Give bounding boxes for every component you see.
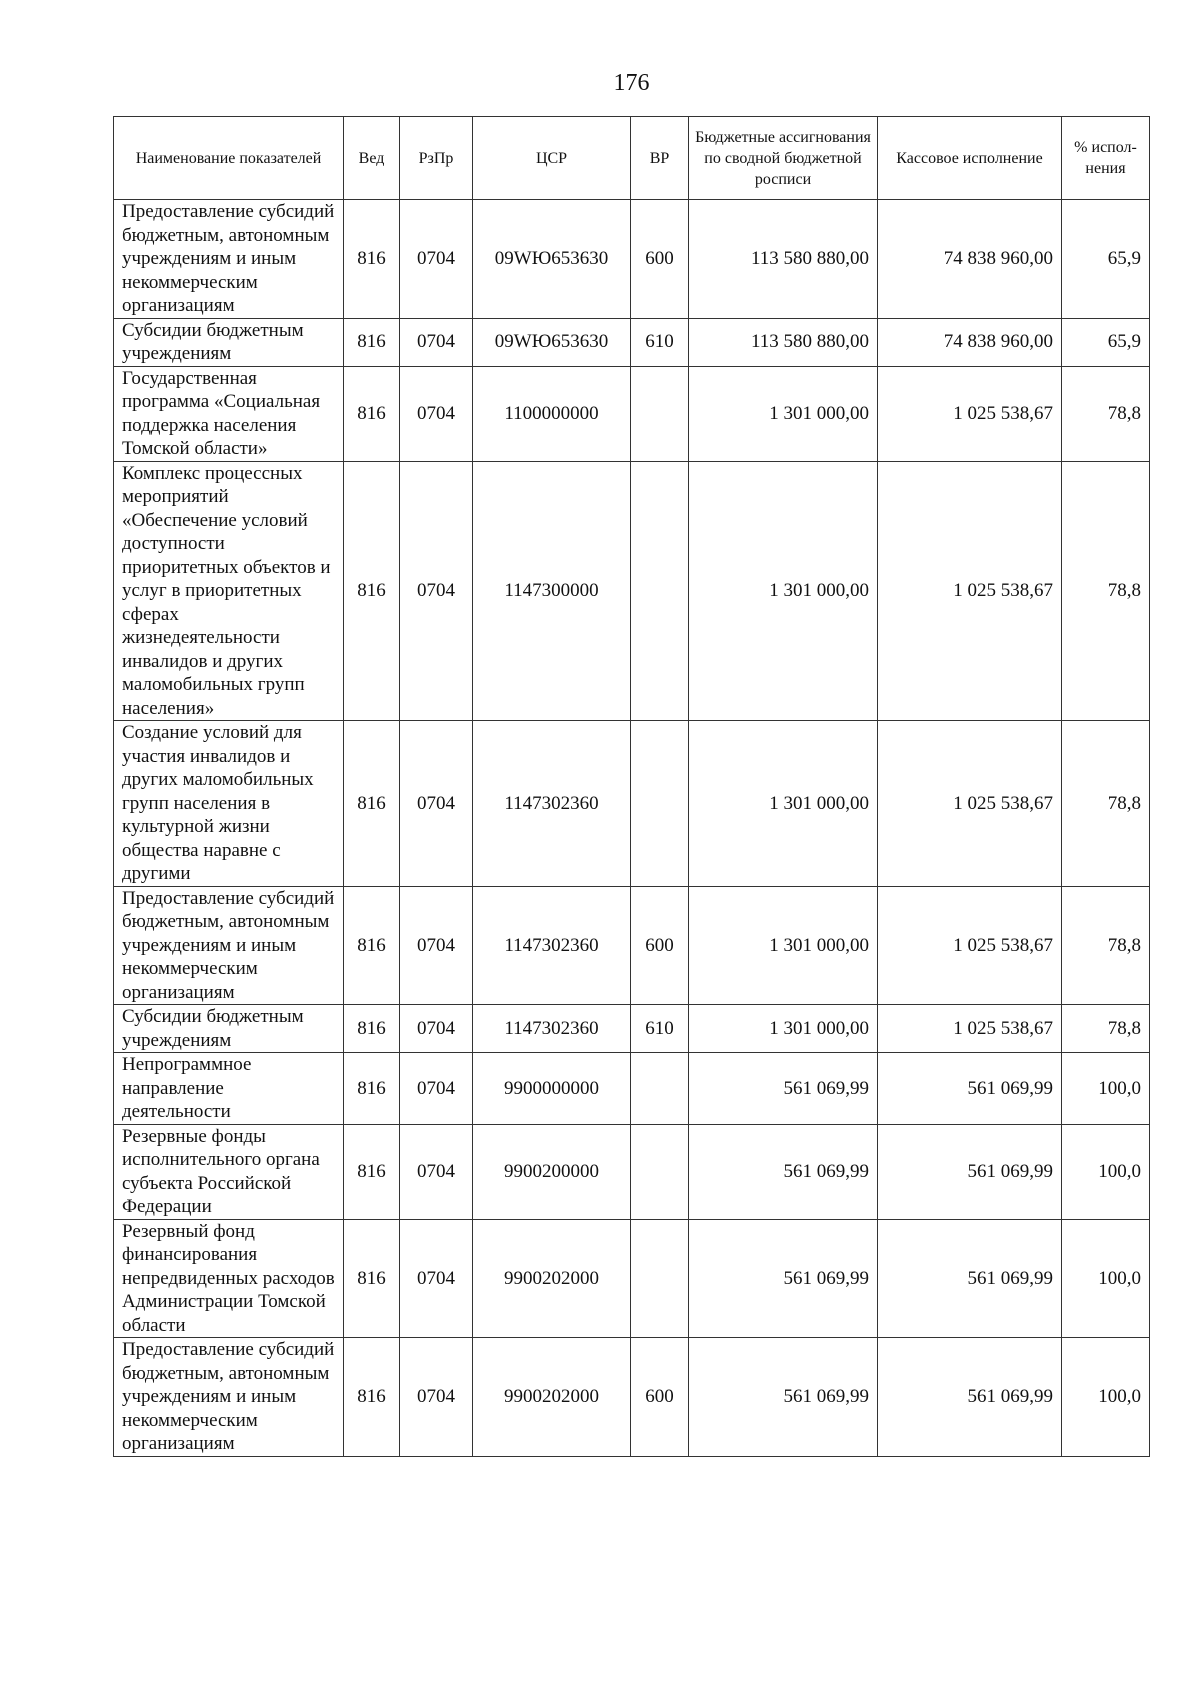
table-row: [114, 1005, 1150, 1053]
table-row: [114, 366, 1150, 461]
row-assigned: 113 580 880,00: [689, 318, 878, 366]
row-csr: 1147302360: [473, 886, 631, 1005]
row-csr: 1100000000: [473, 366, 631, 461]
row-rzpr: 0704: [400, 1005, 473, 1053]
row-cash: 1 025 538,67: [878, 1005, 1062, 1053]
row-name: Субсидии бюджетным учреждениям: [114, 318, 344, 366]
row-pct: 78,8: [1062, 886, 1150, 1005]
header-cash: Кассовое исполнение: [878, 117, 1062, 200]
row-pct: 100,0: [1062, 1053, 1150, 1125]
page-number: 176: [613, 70, 650, 96]
header-ved: Вед: [344, 117, 400, 200]
row-csr: 09WЮ653630: [473, 318, 631, 366]
row-csr: 1147302360: [473, 721, 631, 887]
row-name: Государственная программа «Социальная поддержка населения Томской области»: [114, 366, 344, 461]
table-row: [114, 1219, 1150, 1338]
table-row: [114, 1124, 1150, 1219]
row-rzpr: 0704: [400, 721, 473, 887]
row-cash: 1 025 538,67: [878, 721, 1062, 887]
row-pct: 78,8: [1062, 366, 1150, 461]
row-vr: [631, 1124, 689, 1219]
row-assigned: 1 301 000,00: [689, 366, 878, 461]
row-vr: [631, 1219, 689, 1338]
row-csr: 1147300000: [473, 461, 631, 721]
row-ved: 816: [344, 1053, 400, 1125]
row-assigned: 1 301 000,00: [689, 1005, 878, 1053]
row-csr: 9900202000: [473, 1219, 631, 1338]
row-csr: 9900000000: [473, 1053, 631, 1125]
table-header-row: [114, 117, 1150, 200]
row-cash: 561 069,99: [878, 1219, 1062, 1338]
row-assigned: 1 301 000,00: [689, 721, 878, 887]
row-assigned: 1 301 000,00: [689, 886, 878, 1005]
table-row: [114, 721, 1150, 887]
row-assigned: 561 069,99: [689, 1219, 878, 1338]
row-ved: 816: [344, 318, 400, 366]
row-rzpr: 0704: [400, 1124, 473, 1219]
row-vr: 600: [631, 1338, 689, 1457]
budget-table: [113, 116, 1150, 1457]
row-cash: 1 025 538,67: [878, 886, 1062, 1005]
row-ved: 816: [344, 366, 400, 461]
row-pct: 78,8: [1062, 721, 1150, 887]
row-pct: 100,0: [1062, 1219, 1150, 1338]
table-row: [114, 1338, 1150, 1457]
row-rzpr: 0704: [400, 366, 473, 461]
row-cash: 561 069,99: [878, 1338, 1062, 1457]
row-vr: 610: [631, 1005, 689, 1053]
row-cash: 74 838 960,00: [878, 200, 1062, 319]
table-row: [114, 886, 1150, 1005]
row-assigned: 113 580 880,00: [689, 200, 878, 319]
row-assigned: 1 301 000,00: [689, 461, 878, 721]
row-rzpr: 0704: [400, 1219, 473, 1338]
row-name: Резервные фонды исполнительного органа субъекта Российской Федерации: [114, 1124, 344, 1219]
row-vr: 600: [631, 886, 689, 1005]
row-assigned: 561 069,99: [689, 1053, 878, 1125]
row-ved: 816: [344, 721, 400, 887]
header-assigned: Бюджетные ассигнования по сводной бюджетной росписи: [689, 117, 878, 200]
row-vr: [631, 461, 689, 721]
row-cash: 1 025 538,67: [878, 461, 1062, 721]
row-ved: 816: [344, 1338, 400, 1457]
row-assigned: 561 069,99: [689, 1124, 878, 1219]
row-csr: 09WЮ653630: [473, 200, 631, 319]
row-ved: 816: [344, 200, 400, 319]
header-csr: ЦСР: [473, 117, 631, 200]
row-cash: 561 069,99: [878, 1124, 1062, 1219]
row-pct: 78,8: [1062, 1005, 1150, 1053]
row-rzpr: 0704: [400, 318, 473, 366]
header-vr: ВР: [631, 117, 689, 200]
row-csr: 9900202000: [473, 1338, 631, 1457]
row-name: Резервный фонд финансирования непредвиденных расходов Администрации Томской области: [114, 1219, 344, 1338]
row-vr: 610: [631, 318, 689, 366]
row-pct: 100,0: [1062, 1124, 1150, 1219]
row-name: Комплекс процессных мероприятий «Обеспечение условий доступности приоритетных объектов и услуг в приоритетных сферах жизнедеятельности инвалидов и других маломобильных групп населения»: [114, 461, 344, 721]
row-pct: 65,9: [1062, 200, 1150, 319]
row-ved: 816: [344, 886, 400, 1005]
row-name: Непрограммное направление деятельности: [114, 1053, 344, 1125]
row-cash: 561 069,99: [878, 1053, 1062, 1125]
row-rzpr: 0704: [400, 200, 473, 319]
header-rzpr: РзПр: [400, 117, 473, 200]
row-pct: 78,8: [1062, 461, 1150, 721]
row-ved: 816: [344, 461, 400, 721]
row-name: Создание условий для участия инвалидов и других маломобильных групп населения в культурной жизни общества наравне с другими: [114, 721, 344, 887]
row-csr: 9900200000: [473, 1124, 631, 1219]
row-ved: 816: [344, 1124, 400, 1219]
header-pct: % испол-нения: [1062, 117, 1150, 200]
row-name: Предоставление субсидий бюджетным, автономным учреждениям и иным некоммерческим организациям: [114, 200, 344, 319]
row-ved: 816: [344, 1005, 400, 1053]
row-name: Предоставление субсидий бюджетным, автономным учреждениям и иным некоммерческим организациям: [114, 886, 344, 1005]
row-vr: 600: [631, 200, 689, 319]
row-csr: 1147302360: [473, 1005, 631, 1053]
row-rzpr: 0704: [400, 1053, 473, 1125]
row-vr: [631, 366, 689, 461]
table-row: [114, 318, 1150, 366]
row-rzpr: 0704: [400, 1338, 473, 1457]
row-rzpr: 0704: [400, 461, 473, 721]
table-row: [114, 461, 1150, 721]
row-pct: 65,9: [1062, 318, 1150, 366]
table-row: [114, 1053, 1150, 1125]
row-assigned: 561 069,99: [689, 1338, 878, 1457]
header-name: Наименование показателей: [114, 117, 344, 200]
row-pct: 100,0: [1062, 1338, 1150, 1457]
row-cash: 74 838 960,00: [878, 318, 1062, 366]
row-vr: [631, 721, 689, 887]
row-name: Субсидии бюджетным учреждениям: [114, 1005, 344, 1053]
row-rzpr: 0704: [400, 886, 473, 1005]
row-vr: [631, 1053, 689, 1125]
row-cash: 1 025 538,67: [878, 366, 1062, 461]
row-name: Предоставление субсидий бюджетным, автономным учреждениям и иным некоммерческим организациям: [114, 1338, 344, 1457]
table-row: [114, 200, 1150, 319]
row-ved: 816: [344, 1219, 400, 1338]
